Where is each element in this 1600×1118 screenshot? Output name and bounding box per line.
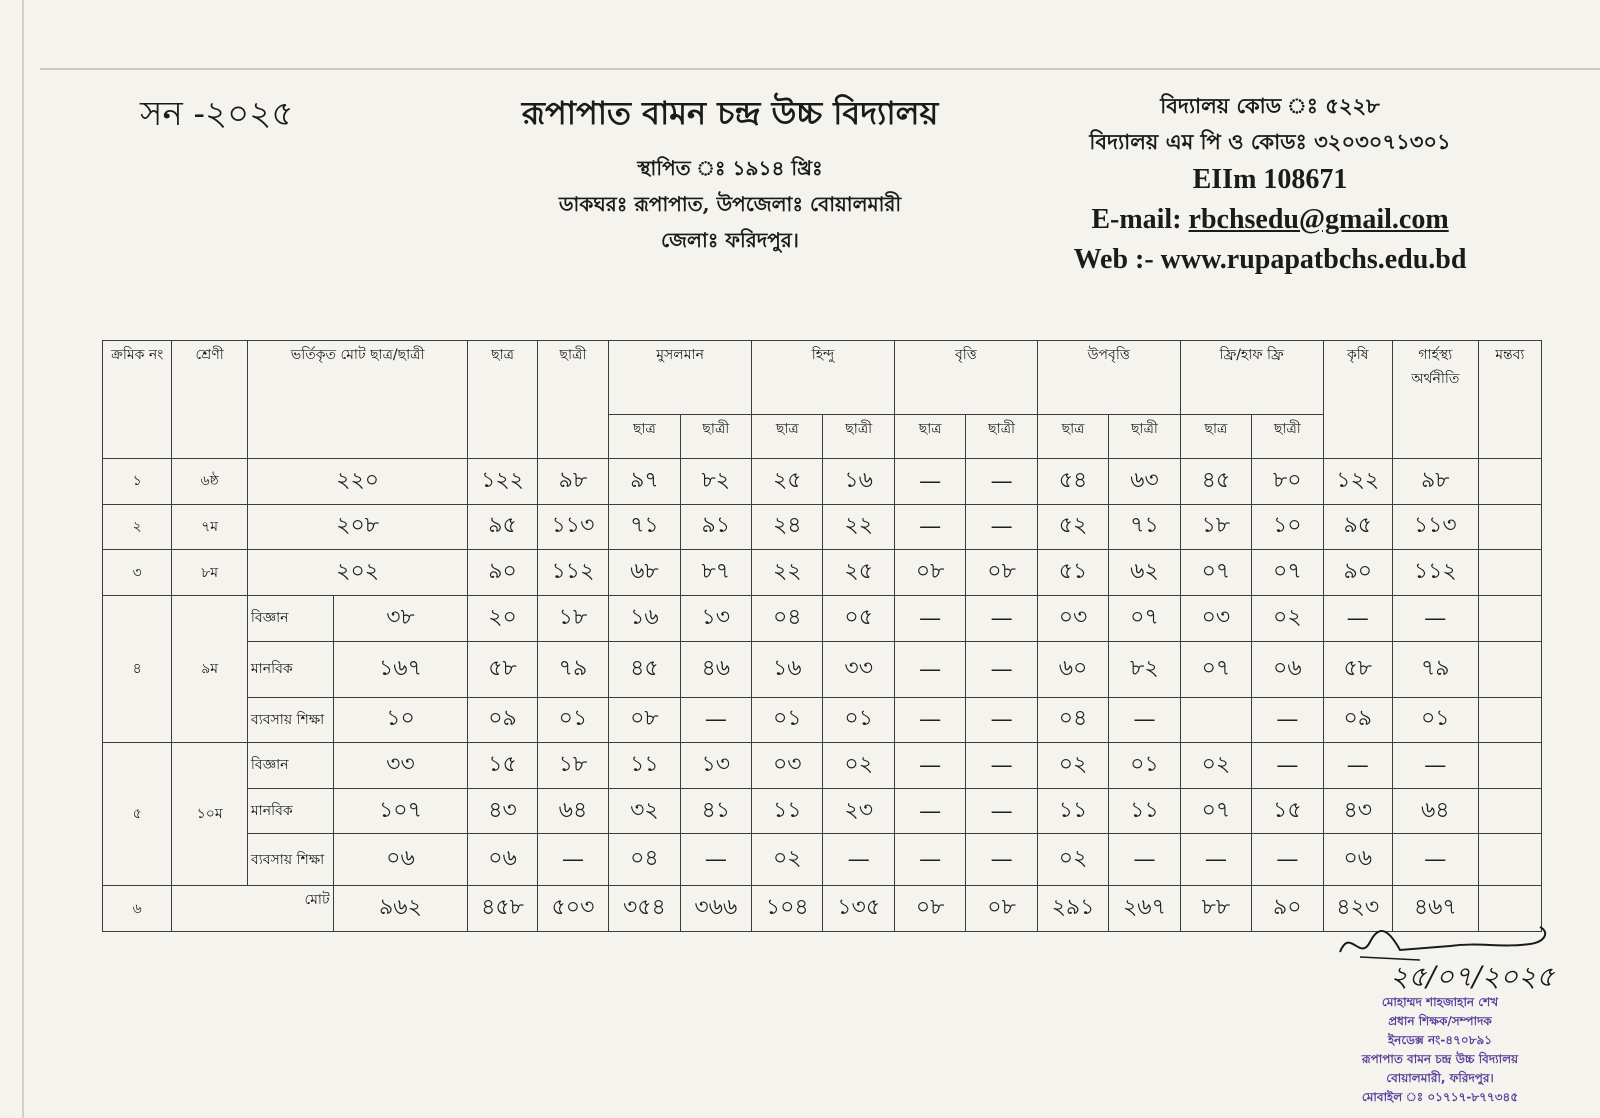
boys-cell: ৪৫৮ [468,886,537,932]
agri-cell: ১২২ [1323,459,1392,505]
signature-date: ২৫/০৭/২০২৫ [1390,960,1555,993]
fr-g-cell: ০৭ [1252,550,1323,596]
header-remarks: মন্তব্য [1478,341,1541,459]
hin-g-cell: ১৬ [823,459,894,505]
subheader-boys: ছাত্র [1037,415,1108,459]
mus-b-cell: ৩৫৪ [609,886,680,932]
subheader-boys: ছাত্র [1180,415,1251,459]
fr-b-cell: ৪৫ [1180,459,1251,505]
upo-b-cell: ০৪ [1037,697,1108,743]
paper-edge [22,0,24,1118]
sti-g-cell: — [966,459,1037,505]
mus-b-cell: ১৬ [609,595,680,641]
mus-g-cell: ৪৬ [680,641,751,697]
table-row [103,788,1542,834]
total-cell: ২২০ [247,459,467,505]
agri-cell: — [1323,743,1392,789]
girls-cell: ১১২ [537,550,608,596]
sti-b-cell: — [894,459,965,505]
address-line: ডাকঘরঃ রূপাপাত, উপজেলাঃ বোয়ালমারী [558,192,902,216]
subheader-boys: ছাত্র [894,415,965,459]
fr-g-cell: — [1252,743,1323,789]
stamp-line: বোয়ালমারী, ফরিদপুর। [1386,1071,1494,1085]
class-cell: ৭ম [172,504,248,550]
subheader-girls: ছাত্রী [680,415,751,459]
total-cell: ২০২ [247,550,467,596]
upo-b-cell: ০২ [1037,743,1108,789]
remarks-cell [1478,743,1541,789]
home-cell: ১১২ [1392,550,1478,596]
district-line: জেলাঃ ফরিদপুর। [661,228,799,252]
home-cell: ০১ [1392,697,1478,743]
fr-g-cell: ০২ [1252,595,1323,641]
website-line[interactable]: Web :- www.rupapatbchs.edu.bd [1073,244,1467,275]
fr-b-cell: ০৭ [1180,550,1251,596]
total-label: মোট [172,886,333,932]
agri-cell: ৯৫ [1323,504,1392,550]
fr-b-cell: ০২ [1180,743,1251,789]
stamp-line: রূপাপাত বামন চন্দ্র উচ্চ বিদ্যালয় [1361,1052,1519,1066]
hin-b-cell: ১১ [752,788,823,834]
mus-g-cell: ১৩ [680,595,751,641]
email-address[interactable]: rbchsedu@gmail.com [1188,204,1449,235]
class-cell: ৬ষ্ঠ [172,459,248,505]
sti-g-cell: ০৮ [966,886,1037,932]
fr-g-cell: ০৬ [1252,641,1323,697]
agri-cell: ৪২৩ [1323,886,1392,932]
header-boys: ছাত্র [468,341,537,459]
mus-b-cell: ৯৭ [609,459,680,505]
sti-b-cell: — [894,743,965,789]
hin-g-cell: ০১ [823,697,894,743]
fr-g-cell: — [1252,834,1323,886]
fr-g-cell: ৮০ [1252,459,1323,505]
group-cell: ব্যবসায় শিক্ষা [247,697,333,743]
school-name: রূপাপাত বামন চন্দ্র উচ্চ বিদ্যালয় [521,94,939,132]
fr-b-cell: ৮৮ [1180,886,1251,932]
upo-g-cell: ০৭ [1109,595,1180,641]
serial-cell: ৬ [103,886,172,932]
subheader-boys: ছাত্র [609,415,680,459]
upo-g-cell: ৬২ [1109,550,1180,596]
hin-b-cell: ২২ [752,550,823,596]
girls-cell: ৭৯ [537,641,608,697]
header-agriculture: কৃষি [1323,341,1392,459]
eiin-number: EIIm 108671 [1192,164,1348,195]
fr-g-cell: — [1252,697,1323,743]
hin-b-cell: ১৬ [752,641,823,697]
fr-b-cell: — [1180,834,1251,886]
sti-g-cell: — [966,743,1037,789]
total-cell: ৯৬২ [333,886,468,932]
hin-g-cell: ২৩ [823,788,894,834]
remarks-cell [1478,595,1541,641]
paper-edge [40,68,1600,70]
boys-cell: ১২২ [468,459,537,505]
boys-cell: ০৬ [468,834,537,886]
remarks-cell [1478,550,1541,596]
remarks-cell [1478,697,1541,743]
total-cell: ২০৮ [247,504,467,550]
table-row [103,504,1542,550]
hin-g-cell: ০২ [823,743,894,789]
mus-b-cell: ০৪ [609,834,680,886]
subheader-boys: ছাত্র [752,415,823,459]
sti-g-cell: — [966,834,1037,886]
table-row [103,641,1542,697]
table-row [103,459,1542,505]
upo-g-cell: ৭১ [1109,504,1180,550]
remarks-cell [1478,641,1541,697]
session-year: সন -২০২৫ [140,94,294,134]
group-cell: ব্যবসায় শিক্ষা [247,834,333,886]
boys-cell: ৯৫ [468,504,537,550]
girls-cell: ৫০৩ [537,886,608,932]
mus-g-cell: ৯১ [680,504,751,550]
mus-g-cell: — [680,697,751,743]
serial-cell: ১ [103,459,172,505]
sti-b-cell: — [894,641,965,697]
remarks-cell [1478,504,1541,550]
agri-cell: — [1323,595,1392,641]
home-cell: ১১৩ [1392,504,1478,550]
class-cell: ১০ম [172,743,248,886]
remarks-cell [1478,788,1541,834]
sti-b-cell: — [894,697,965,743]
hin-b-cell: ২৪ [752,504,823,550]
header-upobritti: উপবৃত্তি [1037,341,1180,415]
serial-cell: ২ [103,504,172,550]
sti-b-cell: — [894,834,965,886]
upo-b-cell: ০৩ [1037,595,1108,641]
subheader-girls: ছাত্রী [1109,415,1180,459]
sti-g-cell: ০৮ [966,550,1037,596]
home-cell: — [1392,743,1478,789]
fr-b-cell [1180,697,1251,743]
serial-cell: ৫ [103,743,172,886]
upo-b-cell: ০২ [1037,834,1108,886]
mus-b-cell: ৬৮ [609,550,680,596]
header-class: শ্রেণী [172,341,248,459]
table-row [103,595,1542,641]
upo-b-cell: ৫২ [1037,504,1108,550]
total-cell: ১৬৭ [333,641,468,697]
home-cell: ৭৯ [1392,641,1478,697]
group-cell: বিজ্ঞান [247,743,333,789]
mus-g-cell: ৩৬৬ [680,886,751,932]
mus-g-cell: ৮৭ [680,550,751,596]
upo-b-cell: ২৯১ [1037,886,1108,932]
upo-b-cell: ৫৪ [1037,459,1108,505]
class-cell: ৯ম [172,595,248,742]
school-code: বিদ্যালয় কোড ঃ ৫২২৮ [1160,93,1380,118]
agri-cell: ৫৮ [1323,641,1392,697]
mus-g-cell: — [680,834,751,886]
remarks-cell [1478,834,1541,886]
upo-g-cell: — [1109,834,1180,886]
established-line: স্থাপিত ঃ ১৯১৪ খ্রিঃ [637,156,823,180]
table-row [103,743,1542,789]
header-free-half: ফ্রি/হাফ ফ্রি [1180,341,1323,415]
mus-g-cell: ১৩ [680,743,751,789]
home-cell: ৬৪ [1392,788,1478,834]
subheader-girls: ছাত্রী [966,415,1037,459]
class-cell: ৮ম [172,550,248,596]
boys-cell: ৫৮ [468,641,537,697]
boys-cell: ১৫ [468,743,537,789]
table-row [103,697,1542,743]
mus-b-cell: ০৮ [609,697,680,743]
mus-b-cell: ৩২ [609,788,680,834]
group-cell: মানবিক [247,788,333,834]
hin-b-cell: ২৫ [752,459,823,505]
subheader-girls: ছাত্রী [823,415,894,459]
girls-cell: ১৮ [537,743,608,789]
sti-g-cell: — [966,641,1037,697]
hin-g-cell: ৩৩ [823,641,894,697]
group-cell: বিজ্ঞান [247,595,333,641]
student-summary-table [102,340,1542,932]
sti-g-cell: — [966,595,1037,641]
total-cell: ০৬ [333,834,468,886]
boys-cell: ৪৩ [468,788,537,834]
upo-b-cell: ৫১ [1037,550,1108,596]
header-stipend: বৃত্তি [894,341,1037,415]
agri-cell: ৪৩ [1323,788,1392,834]
group-cell: মানবিক [247,641,333,697]
girls-cell: ৯৮ [537,459,608,505]
headmaster-stamp [1300,993,1580,1107]
subheader-girls: ছাত্রী [1252,415,1323,459]
hin-b-cell: ০৩ [752,743,823,789]
upo-g-cell: ২৬৭ [1109,886,1180,932]
girls-cell: ৬৪ [537,788,608,834]
serial-cell: ৪ [103,595,172,742]
fr-b-cell: ০৩ [1180,595,1251,641]
fr-g-cell: ১০ [1252,504,1323,550]
header-home-econ: গার্হস্থ্য অর্থনীতি [1392,341,1478,459]
boys-cell: ৯০ [468,550,537,596]
sti-g-cell: — [966,788,1037,834]
hin-g-cell: ২৫ [823,550,894,596]
sti-b-cell: — [894,595,965,641]
table-row [103,550,1542,596]
girls-cell: ০১ [537,697,608,743]
header-total-admitted: ভর্তিকৃত মোট ছাত্র/ছাত্রী [247,341,467,459]
sti-b-cell: ০৮ [894,886,965,932]
mus-g-cell: ৪১ [680,788,751,834]
home-cell: ৯৮ [1392,459,1478,505]
upo-b-cell: ৬০ [1037,641,1108,697]
upo-g-cell: — [1109,697,1180,743]
agri-cell: ৯০ [1323,550,1392,596]
total-cell: ১০ [333,697,468,743]
hin-g-cell: ০৫ [823,595,894,641]
boys-cell: ০৯ [468,697,537,743]
mus-b-cell: ৪৫ [609,641,680,697]
mus-b-cell: ১১ [609,743,680,789]
home-cell: — [1392,834,1478,886]
mus-g-cell: ৮২ [680,459,751,505]
fr-b-cell: ০৭ [1180,788,1251,834]
stamp-line: মোবাইল ঃ ০১৭১৭-৮৭৭৩৪৫ [1361,1090,1519,1104]
fr-b-cell: ০৭ [1180,641,1251,697]
upo-g-cell: ৮২ [1109,641,1180,697]
header-girls: ছাত্রী [537,341,608,459]
total-cell: ১০৭ [333,788,468,834]
header-hindu: হিন্দু [752,341,895,415]
hin-g-cell: ২২ [823,504,894,550]
agri-cell: ০৬ [1323,834,1392,886]
home-cell: — [1392,595,1478,641]
sti-g-cell: — [966,697,1037,743]
sti-b-cell: ০৮ [894,550,965,596]
school-header [470,88,990,258]
fr-g-cell: ৯০ [1252,886,1323,932]
girls-cell: ১৮ [537,595,608,641]
girls-cell: ১১৩ [537,504,608,550]
agri-cell: ০৯ [1323,697,1392,743]
sti-g-cell: — [966,504,1037,550]
total-row [103,886,1542,932]
upo-g-cell: ০১ [1109,743,1180,789]
header-serial: ক্রমিক নং [103,341,172,459]
boys-cell: ২০ [468,595,537,641]
hin-g-cell: ১৩৫ [823,886,894,932]
remarks-cell [1478,459,1541,505]
stamp-line: মোহাম্মদ শাহজাহান শেখ [1381,995,1499,1009]
school-contact [1050,88,1490,280]
upo-b-cell: ১১ [1037,788,1108,834]
total-cell: ৩৩ [333,743,468,789]
fr-g-cell: ১৫ [1252,788,1323,834]
serial-cell: ৩ [103,550,172,596]
fr-b-cell: ১৮ [1180,504,1251,550]
mpo-code: বিদ্যালয় এম পি ও কোডঃ ৩২০৩০৭১৩০১ [1089,129,1451,154]
girls-cell: — [537,834,608,886]
email-label: E-mail: [1091,204,1182,235]
hin-b-cell: ০১ [752,697,823,743]
stamp-line: প্রধান শিক্ষক/সম্পাদক [1388,1014,1492,1028]
header-muslim: মুসলমান [609,341,752,415]
home-cell: ৪৬৭ [1392,886,1478,932]
table-row [103,834,1542,886]
upo-g-cell: ১১ [1109,788,1180,834]
stamp-line: ইনডেক্স নং-৪৭০৮৯১ [1387,1033,1493,1047]
hin-g-cell: — [823,834,894,886]
sti-b-cell: — [894,788,965,834]
total-cell: ৩৮ [333,595,468,641]
mus-b-cell: ৭১ [609,504,680,550]
email-line [1050,200,1490,240]
hin-b-cell: ০২ [752,834,823,886]
hin-b-cell: ১০৪ [752,886,823,932]
hin-b-cell: ০৪ [752,595,823,641]
upo-g-cell: ৬৩ [1109,459,1180,505]
sti-b-cell: — [894,504,965,550]
